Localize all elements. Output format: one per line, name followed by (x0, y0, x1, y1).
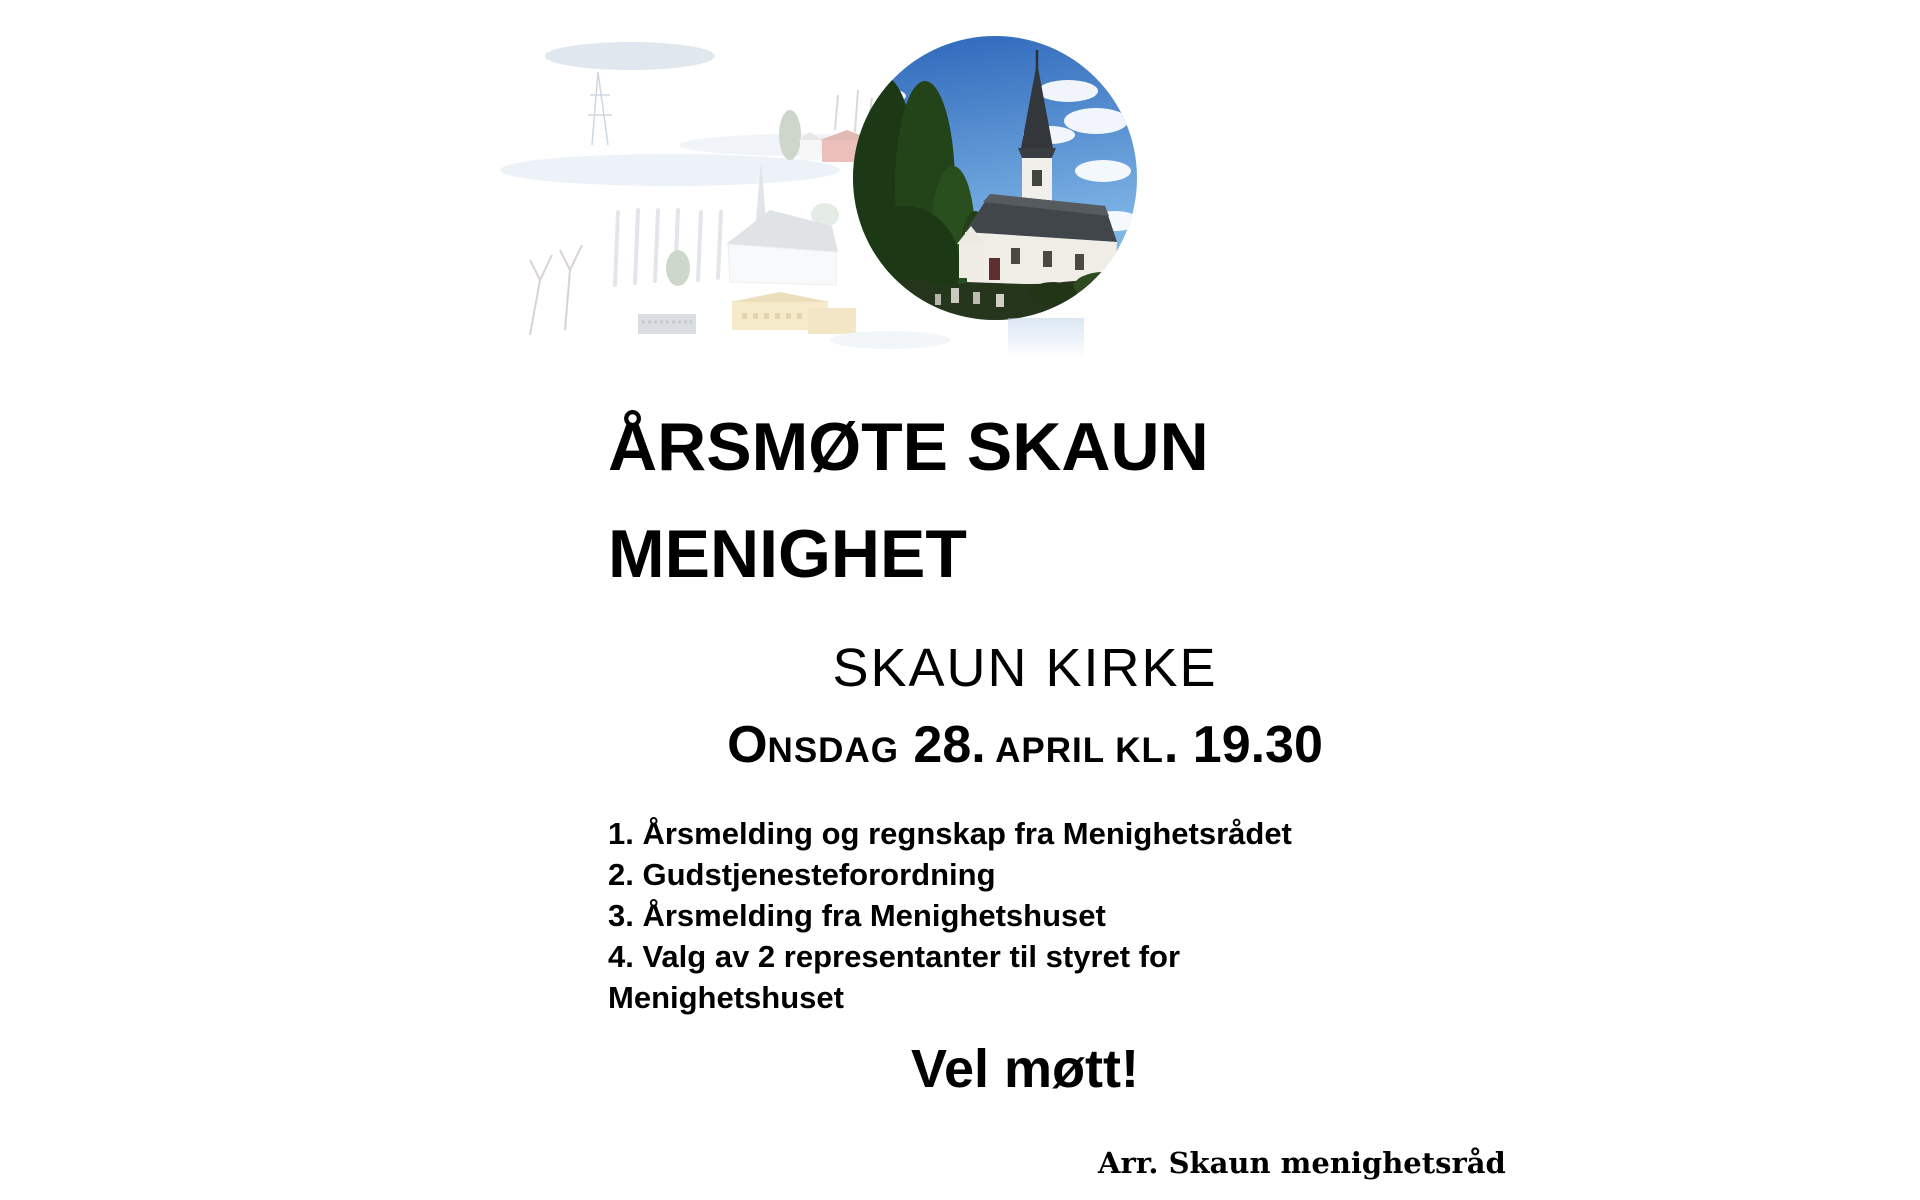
title-line1: ÅRSMØTE SKAUN (608, 409, 1209, 485)
photo-fragment (1008, 318, 1084, 356)
agenda-item-1: 1. Årsmelding og regnskap fra Menighetsrådet (608, 816, 1292, 851)
poster-title (608, 394, 1209, 608)
faded-yellow-building-2 (808, 308, 856, 334)
faded-sky-band (545, 42, 715, 70)
faded-pylon (588, 72, 612, 145)
window-2 (1043, 251, 1052, 267)
faded-birch-trees (530, 245, 582, 335)
porch-wall (959, 244, 983, 278)
agenda-item-4: 4. Valg av 2 representanter til styret for (608, 939, 1181, 974)
agenda-item-2: 2. Gudstjenesteforordning (608, 857, 996, 892)
church-circle-photo (853, 36, 1137, 320)
window-1 (1011, 248, 1020, 264)
organizer-credit: Arr. Skaun menighetsråd (1098, 1146, 1506, 1180)
date-number: 28. (898, 716, 986, 774)
time-value: . 19.30 (1163, 716, 1323, 774)
gravestone (935, 294, 941, 305)
agenda-item-4-wrap: Menighetshuset (608, 980, 844, 1015)
closing-text: Vel møtt! (910, 1039, 1140, 1099)
gravestone (996, 294, 1004, 307)
day-rest: NSDAG (767, 731, 899, 770)
event-datetime (570, 713, 1480, 790)
faded-green-tree (666, 250, 690, 286)
faded-evergreen (779, 110, 801, 160)
month-and-kl: APRIL KL (985, 731, 1164, 770)
window-3 (1075, 254, 1084, 270)
faded-white-house (800, 140, 820, 160)
agenda-list (608, 813, 1292, 1018)
agenda-item-3: 3. Årsmelding fra Menighetshuset (608, 898, 1106, 933)
church-photo-art (853, 36, 1137, 320)
venue-title: SKAUN KIRKE (832, 638, 1218, 698)
faded-school-roof (730, 292, 830, 302)
title-line2: MENIGHET (608, 516, 967, 592)
gravestone (951, 288, 959, 303)
faded-gray-building (638, 314, 696, 334)
tower-window (1032, 170, 1042, 186)
gravestone (973, 292, 980, 304)
church-door (989, 258, 1000, 280)
faded-snow-shadow (830, 331, 950, 349)
day-initial: O (727, 716, 768, 774)
